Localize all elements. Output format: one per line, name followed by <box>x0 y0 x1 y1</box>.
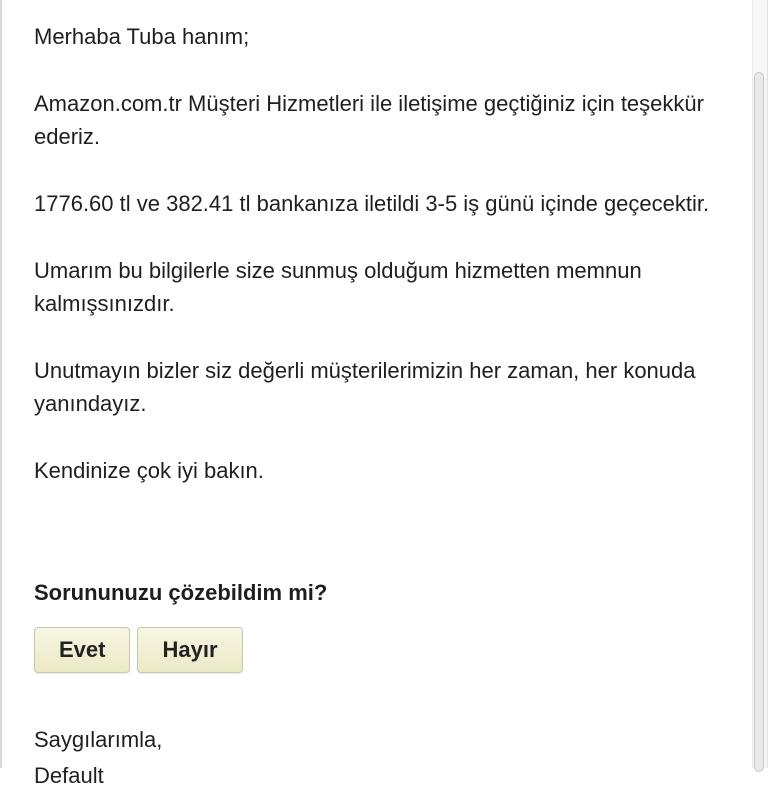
feedback-buttons <box>34 627 243 673</box>
feedback-question: Sorununuzu çözebildim mi? <box>34 580 328 605</box>
farewell-paragraph: Kendinize çok iyi bakın. <box>34 458 264 483</box>
signoff <box>34 722 163 788</box>
support-paragraph: Unutmayın bizler siz değerli müşterilerimizin her zaman, her konuda yanındayız. <box>34 358 696 416</box>
closing-text: Saygılarımla, <box>34 727 163 752</box>
message-body <box>34 20 734 521</box>
thanks-paragraph: Amazon.com.tr Müşteri Hizmetleri ile iletişime geçtiğiniz için teşekkür ederiz. <box>34 91 704 149</box>
sender-name: Default <box>34 763 104 788</box>
no-button[interactable]: Hayır <box>137 627 242 673</box>
left-border <box>0 0 2 768</box>
greeting: Merhaba Tuba hanım; <box>34 24 250 49</box>
satisfaction-paragraph: Umarım bu bilgilerle size sunmuş olduğum hizmetten memnun kalmışsınızdır. <box>34 258 642 316</box>
yes-button[interactable]: Evet <box>34 627 130 673</box>
scrollbar-thumb[interactable] <box>754 72 764 772</box>
refund-paragraph: 1776.60 tl ve 382.41 tl bankanıza iletildi 3-5 iş günü içinde geçecektir. <box>34 191 710 216</box>
